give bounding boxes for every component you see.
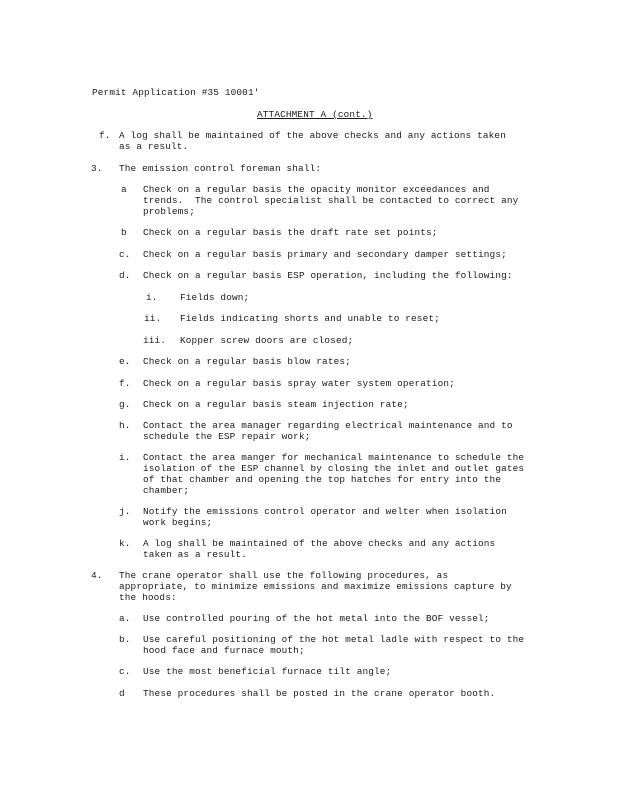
item-f-marker: f. [99,130,111,141]
item-3k-line-2: taken as a result. [143,549,247,560]
attachment-title: ATTACHMENT A (cont.) [257,109,373,120]
item-4b-line-1: Use careful positioning of the hot metal ladle with respect to the [143,634,525,645]
item-3b-marker: b [121,227,127,238]
item-3a-line-2: trends. The control specialist shall be contacted to correct any [143,195,519,206]
subitem-d-ii-marker: ii. [144,313,162,324]
item-3b-line-1: Check on a regular basis the draft rate set points; [143,227,438,238]
item-3a-line-1: Check on a regular basis the opacity monitor exceedances and [143,184,490,195]
item-3i-line-4: chamber; [143,485,190,496]
item-3d-marker: d. [119,270,131,281]
subitem-d-iii-text: Kopper screw doors are closed; [180,335,354,346]
item-3i-line-3: of that chamber and opening the top hatches for entry into the [143,474,502,485]
item-3g-line-1: Check on a regular basis steam injection rate; [143,399,409,410]
section-3-number: 3. [91,163,103,174]
item-3i-marker: i. [119,452,131,463]
item-f-line-2: as a result. [119,141,189,152]
subitem-d-i-text: Fields down; [180,292,250,303]
section-4-number: 4. [91,570,103,581]
item-4d-line-1: These procedures shall be posted in the crane operator booth. [143,688,496,699]
item-4a-line-1: Use controlled pouring of the hot metal into the BOF vessel; [143,613,490,624]
item-3a-marker: a [121,184,127,195]
section-4-intro-line-3: the hoods: [119,592,177,603]
item-3e-line-1: Check on a regular basis blow rates; [143,356,351,367]
item-f-line-1: A log shall be maintained of the above checks and any actions taken [119,130,506,141]
item-4b-marker: b. [119,634,131,645]
item-4a-marker: a. [119,613,131,624]
item-3i-line-2: isolation of the ESP channel by closing the inlet and outlet gates [143,463,525,474]
item-3c-marker: c. [119,249,131,260]
section-3-intro: The emission control foreman shall: [119,163,322,174]
item-4c-marker: c. [119,666,131,677]
item-3k-line-1: A log shall be maintained of the above checks and any actions [143,538,496,549]
item-3e-marker: e. [119,356,131,367]
subitem-d-i-marker: i. [146,292,158,303]
item-3h-line-1: Contact the area manager regarding electrical maintenance and to [143,420,513,431]
item-3f-line-1: Check on a regular basis spray water system operation; [143,378,455,389]
section-4-intro-line-1: The crane operator shall use the following procedures, as [119,570,449,581]
item-4b-line-2: hood face and furnace mouth; [143,645,305,656]
subitem-d-iii-marker: iii. [143,335,167,346]
item-3k-marker: k. [119,538,131,549]
item-3j-marker: j. [119,506,131,517]
item-4d-marker: d [119,688,125,699]
item-3i-line-1: Contact the area manger for mechanical maintenance to schedule the [143,452,525,463]
section-4-intro-line-2: appropriate, to minimize emissions and maximize emissions capture by [119,581,512,592]
item-3j-line-2: work begins; [143,517,213,528]
item-3c-line-1: Check on a regular basis primary and secondary damper settings; [143,249,507,260]
subitem-d-ii-text: Fields indicating shorts and unable to reset; [180,313,440,324]
item-4c-line-1: Use the most beneficial furnace tilt angle; [143,666,392,677]
item-3d-line-1: Check on a regular basis ESP operation, including the following: [143,270,513,281]
item-3f-marker: f. [119,378,131,389]
permit-application-line: Permit Application #35 10001' [92,87,260,98]
item-3a-line-3: problems; [143,206,195,217]
item-3j-line-1: Notify the emissions control operator and welter when isolation [143,506,507,517]
item-3h-marker: h. [119,420,131,431]
item-3g-marker: g. [119,399,131,410]
item-3h-line-2: schedule the ESP repair work; [143,431,311,442]
